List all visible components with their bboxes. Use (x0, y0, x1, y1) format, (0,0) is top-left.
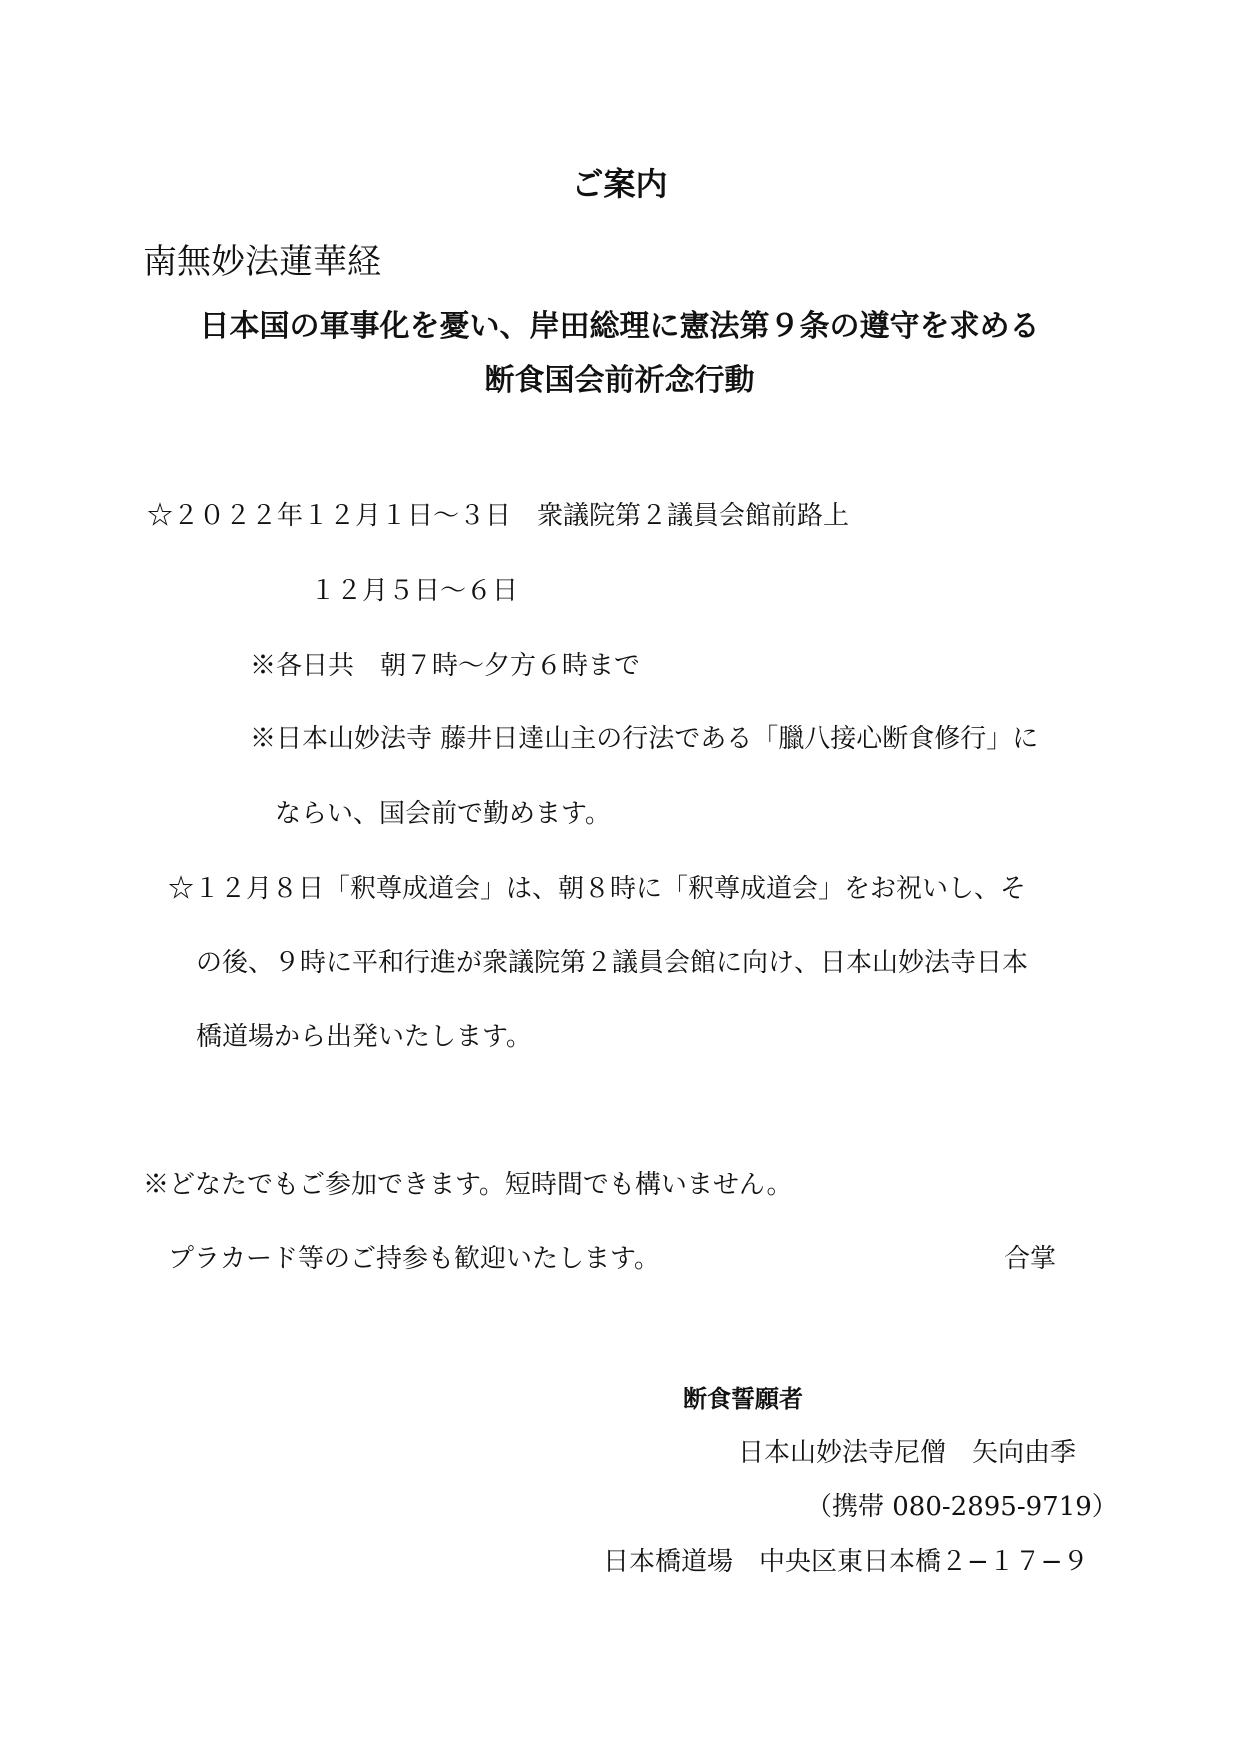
schedule-note-practice-2: ならい、国会前で勤めます。 (275, 799, 611, 829)
schedule-line-2: １２月５日〜６日 (310, 576, 519, 606)
signature-phone: （携帯 080-2895-9719） (806, 1492, 1118, 1522)
sutra-heading: 南無妙法蓮華経 (143, 242, 381, 282)
notice-line-2: プラカード等のご持参も歓迎いたします。 (168, 1244, 660, 1274)
signature-address: 日本橋道場 中央区東日本橋２−１７−９ (603, 1547, 1089, 1577)
notice-line-1: ※どなたでもご参加できます。短時間でも構いません。 (143, 1170, 793, 1200)
heading-line-1: 日本国の軍事化を憂い、岸田総理に憲法第９条の遵守を求める (199, 309, 1040, 344)
schedule-note-hours: ※各日共 朝７時〜夕方６時まで (250, 651, 641, 681)
ceremony-line-1: ☆１２月８日「釈尊成道会」は、朝８時に「釈尊成道会」をお祝いし、そ (168, 874, 1027, 904)
schedule-line-1: ☆２０２２年１２月１日〜３日 衆議院第２議員会館前路上 (147, 501, 850, 531)
signature-name: 日本山妙法寺尼僧 矢向由季 (738, 1438, 1077, 1468)
schedule-note-practice-1: ※日本山妙法寺 藤井日達山主の行法である「臘八接心断食修行」に (250, 724, 1039, 754)
closing-gassho: 合掌 (1004, 1244, 1057, 1274)
ceremony-line-3: 橋道場から出発いたします。 (196, 1022, 532, 1052)
heading-line-2: 断食国会前祈念行動 (484, 363, 755, 398)
ceremony-line-2: の後、９時に平和行進が衆議院第２議員会館に向け、日本山妙法寺日本 (196, 948, 1029, 978)
signature-role: 断食誓願者 (683, 1385, 803, 1413)
page-title: ご案内 (571, 165, 668, 203)
